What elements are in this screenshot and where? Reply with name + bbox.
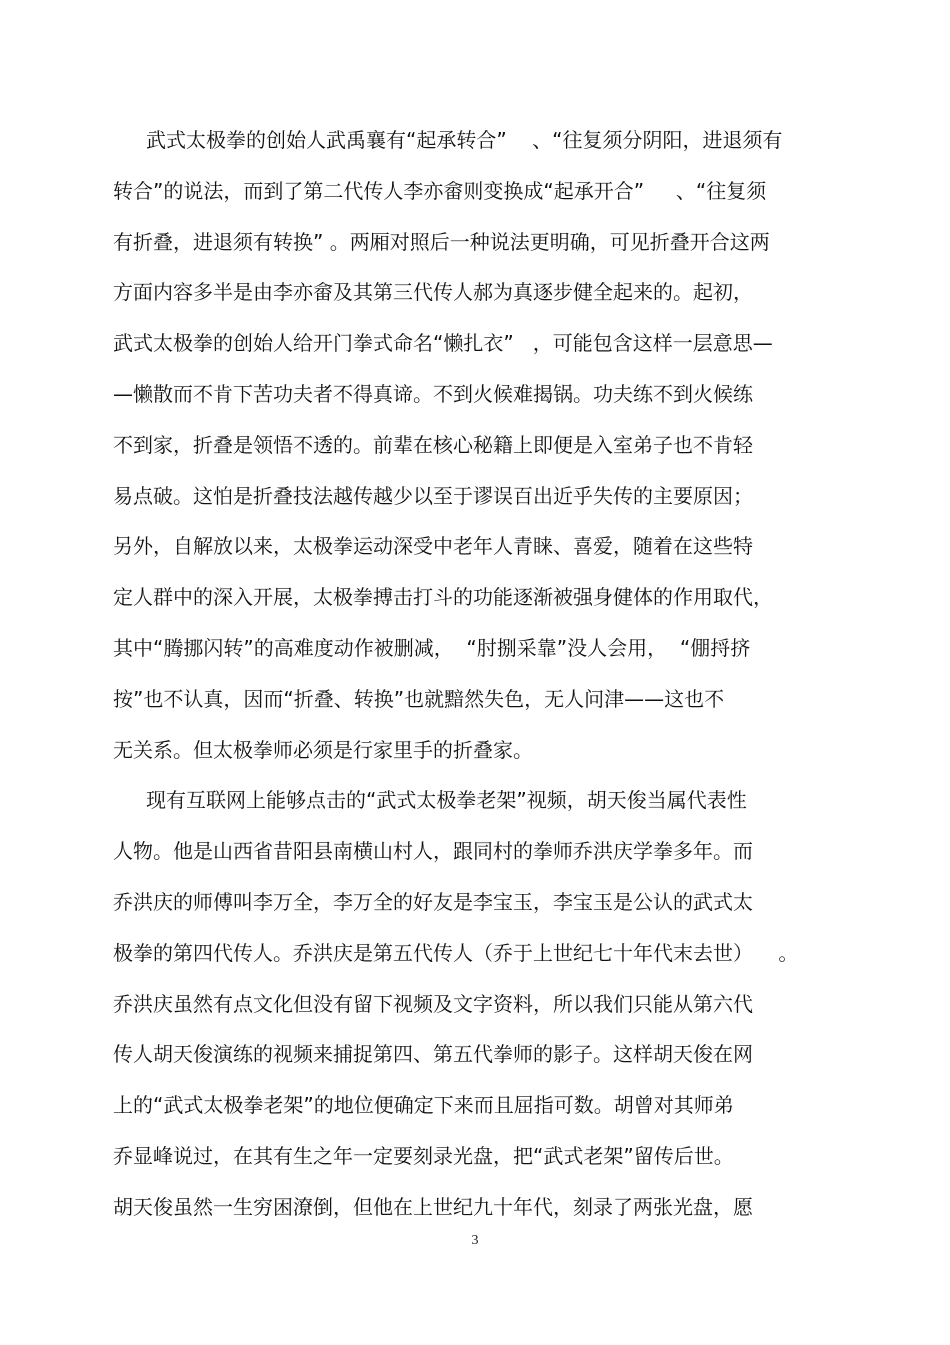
text-line: 其中“腾挪闪转”的高难度动作被删减， “肘捌采靠”没人会用， “倗捋挤 bbox=[113, 636, 751, 660]
text-line: 按”也不认真，因而“折叠、转换”也就黯然失色，无人问津——这也不 bbox=[113, 687, 725, 711]
text-line: 易点破。这怕是折叠技法越传越少以至于谬误百出近乎失传的主要原因； bbox=[113, 484, 753, 508]
text-line: 另外，自解放以来，太极拳运动深受中老年人青睐、喜爱，随着在这些特 bbox=[113, 534, 753, 558]
text-line: 乔洪庆虽然有点文化但没有留下视频及文字资料，所以我们只能从第六代 bbox=[113, 992, 753, 1016]
text-line: 武式太极拳的创始人武禹襄有“起承转合” 、“往复须分阴阳，进退须有 bbox=[146, 128, 783, 152]
text-line: 上的“武式太极拳老架”的地位便确定下来而且屈指可数。胡曾对其师弟 bbox=[113, 1093, 734, 1117]
text-line: 乔显峰说过，在其有生之年一定要刻录光盘，把“武式老架”留传后世。 bbox=[113, 1144, 734, 1168]
text-line: 极拳的第四代传人。乔洪庆是第五代传人（乔于上世纪七十年代末去世） 。 bbox=[113, 941, 799, 965]
text-line: 现有互联网上能够点击的“武式太极拳老架”视频，胡天俊当属代表性 bbox=[146, 788, 747, 812]
text-line: 传人胡天俊演练的视频来捕捉第四、第五代拳师的影子。这样胡天俊在网 bbox=[113, 1042, 753, 1066]
text-line: 定人群中的深入开展，太极拳搏击打斗的功能逐渐被强身健体的作用取代， bbox=[113, 585, 773, 609]
text-line: 方面内容多半是由李亦畲及其第三代传人郝为真逐步健全起来的。起初， bbox=[113, 280, 753, 304]
text-line: 乔洪庆的师傅叫李万全，李万全的好友是李宝玉，李宝玉是公认的武式太 bbox=[113, 890, 753, 914]
text-line: 无关系。但太极拳师必须是行家里手的折叠家。 bbox=[113, 738, 533, 762]
text-line: 武式太极拳的创始人给开门拳式命名“懒扎衣” ，可能包含这样一层意思— bbox=[113, 331, 773, 355]
text-line: 不到家，折叠是领悟不透的。前辈在核心秘籍上即便是入室弟子也不肯轻 bbox=[113, 433, 753, 457]
page-number: 3 bbox=[471, 1233, 479, 1248]
text-line: —懒散而不肯下苦功夫者不得真谛。不到火候难揭锅。功夫练不到火候练 bbox=[113, 382, 753, 406]
text-line: 有折叠，进退须有转换” 。两厢对照后一种说法更明确，可见折叠开合这两 bbox=[113, 230, 770, 254]
text-line: 人物。他是山西省昔阳县南横山村人，跟同村的拳师乔洪庆学拳多年。而 bbox=[113, 839, 753, 863]
text-line: 胡天俊虽然一生穷困潦倒，但他在上世纪九十年代，刻录了两张光盘，愿 bbox=[113, 1195, 753, 1219]
text-line: 转合”的说法，而到了第二代传人李亦畲则变换成“起承开合” 、“往复须 bbox=[113, 179, 767, 203]
